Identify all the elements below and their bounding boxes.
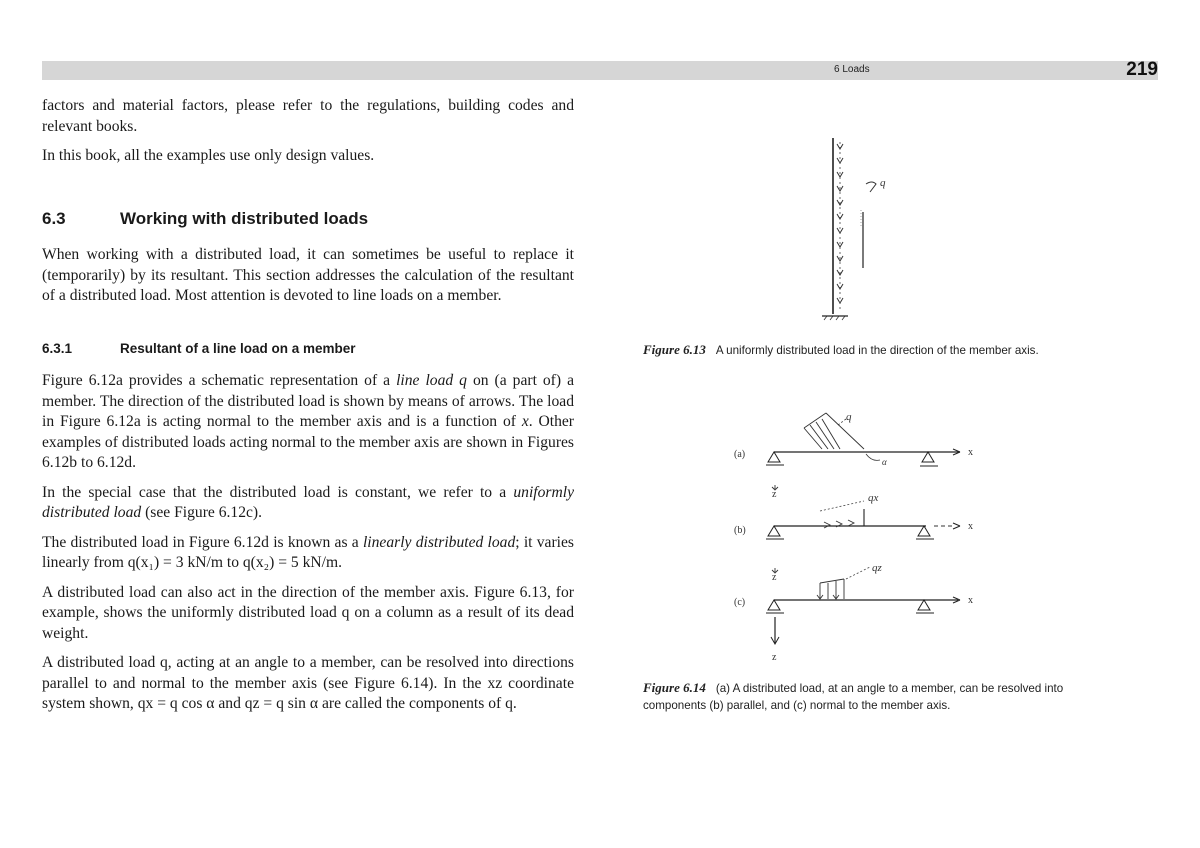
- paragraph: In the special case that the distributed load is constant, we refer to a uniformly distributed load (see Figure 6.12c).: [42, 483, 574, 521]
- paragraph: factors and material factors, please refer to the regulations, building codes and relevant books.: [42, 97, 574, 135]
- axis-x-label: x: [968, 595, 973, 606]
- caption-text: (a) A distributed load, at an angle to a member, can be resolved into components (b) parallel, and (c) normal to the member axis.: [643, 682, 1064, 712]
- panel-b-label: (b): [734, 525, 746, 536]
- panel-a-label: (a): [734, 449, 746, 460]
- paragraph: The distributed load in Figure 6.12d is known as a linearly distributed load; it varies linearly from q(x₁) = 3 kN/m to q(x₂) = 5 kN/m.: [42, 533, 574, 571]
- figure-6-14-diagram: [728, 405, 988, 665]
- subsection-title: Resultant of a line load on a member: [120, 340, 356, 356]
- caption-text: A uniformly distributed load in the direction of the member axis.: [715, 344, 1039, 357]
- section-heading: [42, 209, 574, 230]
- axis-x-label: x: [968, 521, 973, 532]
- label-qx: qx: [868, 492, 879, 504]
- label-alpha: α: [882, 457, 887, 467]
- subsection-number: 6.3.1: [42, 340, 73, 356]
- section-title: Working with distributed loads: [120, 208, 369, 228]
- axis-z-label: z: [772, 652, 777, 663]
- paragraph: A distributed load can also act in the direction of the member axis. Figure 6.13, for example, shows the uniformly distributed load q on a column as a result of its dead weight.: [42, 583, 574, 642]
- running-head: 6 Loads: [834, 64, 870, 75]
- figure-6-13-diagram: [800, 130, 910, 330]
- axis-z-label: z: [772, 572, 777, 583]
- panel-c-label: (c): [734, 597, 746, 608]
- figure-6-13-caption: [643, 342, 1073, 360]
- caption-label: Figure 6.14: [643, 680, 706, 695]
- paragraph: When working with a distributed load, it can sometimes be useful to replace it (temporarily) by its resultant. This section addresses the calculation of the resultant of a distributed load. Most attention is devoted to line loads on a member.: [42, 246, 574, 304]
- paragraph: In this book, all the examples use only design values.: [42, 147, 375, 164]
- section-number: 6.3: [42, 208, 66, 228]
- label-q: q: [846, 411, 852, 423]
- paragraph: Figure 6.12a provides a schematic representation of a line load q on (a part of) a member. The direction of the distributed load is shown by means of arrows. The load in Figure 6.12a is acting normal to the member axis and is a function of x. Other examples of distributed loads acting normal to the member axis are shown in Figures 6.12b to 6.12d.: [42, 372, 574, 471]
- caption-label: Figure 6.13: [643, 342, 706, 357]
- axis-x-label: x: [968, 447, 973, 458]
- axis-z-label: z: [772, 489, 777, 500]
- subsection-heading: [42, 339, 574, 360]
- page-number: 219: [1126, 59, 1158, 80]
- figure-6-14-caption: [643, 680, 1073, 714]
- running-header-bar: [42, 61, 1158, 80]
- paragraph: A distributed load q, acting at an angle to a member, can be resolved into directions parallel to and normal to the member axis (see Figure 6.14). In the xz coordinate system shown, qx = q cos α and qz = q sin α are called the components of q.: [42, 654, 574, 712]
- load-label-q: q: [880, 177, 886, 189]
- body-text-column: [42, 96, 574, 715]
- label-qz: qz: [872, 562, 882, 574]
